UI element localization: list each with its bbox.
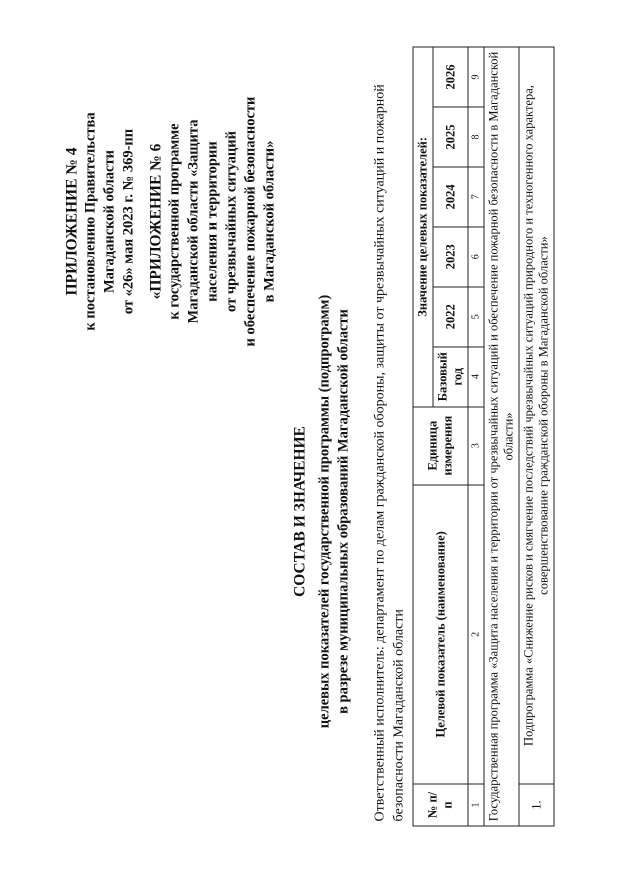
subprogram-row xyxy=(519,47,554,826)
col-num-header: № п/п xyxy=(413,784,468,826)
column-number: 9 xyxy=(468,47,484,107)
program-row xyxy=(484,47,519,826)
appendix-title-2: «ПРИЛОЖЕНИЕ № 6 xyxy=(147,143,164,299)
subprogram-number: 1. xyxy=(519,784,554,826)
appendix-line: Магаданской области xyxy=(101,149,117,293)
col-2025-header: 2025 xyxy=(433,106,468,166)
indicators-table xyxy=(412,46,554,826)
appendix-line: населения и территории xyxy=(204,140,220,302)
appendix-line: к постановлению Правительства xyxy=(82,111,98,331)
heading-line: целевых показателей государственной программы (подпрограмм) xyxy=(316,294,332,728)
column-number: 4 xyxy=(468,346,484,406)
column-number: 2 xyxy=(468,484,484,783)
column-numbers-row xyxy=(468,47,484,826)
responsible-executor: Ответственный исполнитель: департамент по делам гражданской обороны, защиты от чрезвычайных ситуаций и пожарной безопасности Магаданской области xyxy=(372,83,406,821)
header-row xyxy=(413,47,433,826)
col-2024-header: 2024 xyxy=(433,166,468,226)
column-number: 6 xyxy=(468,226,484,286)
heading-title: СОСТАВ И ЗНАЧЕНИЕ xyxy=(291,425,308,597)
col-2022-header: 2022 xyxy=(433,286,468,346)
appendix-line: от чрезвычайных ситуаций xyxy=(223,130,239,312)
column-number: 8 xyxy=(468,106,484,166)
col-base-header: Базовый год xyxy=(433,346,468,406)
column-number: 5 xyxy=(468,286,484,346)
heading-line: в разрезе муниципальных образований Магаданской области xyxy=(335,308,351,714)
appendix-line: и обеспечение пожарной безопасности xyxy=(242,96,258,346)
document-heading xyxy=(290,251,353,771)
column-number: 7 xyxy=(468,166,484,226)
column-number: 1 xyxy=(468,784,484,826)
appendix-line: в Магаданской области» xyxy=(261,140,277,302)
subprogram-title: Подпрограмма «Снижение рисков и смягчение последствий чрезвычайных ситуаций природного и техногенного характера, совершенствование гражданской обороны в Магаданской области» xyxy=(519,47,554,784)
appendix-line: от «26» мая 2023 г. № 369-пп xyxy=(120,128,136,314)
appendix-block xyxy=(62,31,279,411)
values-group-header: Значение целевых показателей: xyxy=(413,47,433,407)
appendix-line: к государственной программе xyxy=(166,122,182,320)
program-title: Государственная программа «Защита населения и территории от чрезвычайных ситуаций и обеспечение пожарной безопасности в Магаданской области» xyxy=(484,47,519,826)
appendix-line: Магаданской области «Защита xyxy=(185,119,201,323)
appendix-title: ПРИЛОЖЕНИЕ № 4 xyxy=(63,147,80,295)
col-2023-header: 2023 xyxy=(433,226,468,286)
col-indicator-header: Целевой показатель (наименование) xyxy=(413,484,468,783)
col-2026-header: 2026 xyxy=(433,47,468,107)
col-unit-header: Единица измерения xyxy=(413,406,468,484)
column-number: 3 xyxy=(468,406,484,484)
